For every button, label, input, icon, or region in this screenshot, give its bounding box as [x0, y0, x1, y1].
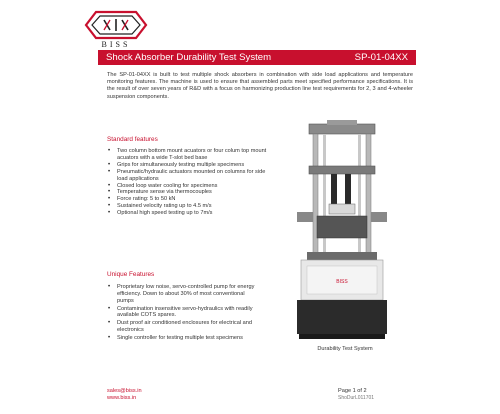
page-number: Page 1 of 2	[338, 388, 367, 394]
list-item: • Optional high speed testing up to 7m/s	[107, 210, 277, 217]
biss-logo-mark	[80, 8, 152, 42]
intro-paragraph: The SP-01-04XX is built to test multiple shock absorbers in combination with side load applications and temperature monitoring features. The machine is used to ensure that assembled parts meet specified performance specifications. It is the result of over seven years of R&D with a focus on harmonizing production line test requirements for 2, 3 and 4-wheeler suspension components.	[107, 72, 413, 100]
document-code: ShoDurL011701	[338, 395, 375, 401]
list-item: • Contamination insensitive servo-hydraulics with readily available COTS spares.	[107, 306, 257, 320]
list-item: • Single controller for testing multiple test specimens	[107, 335, 257, 342]
test-system-image	[287, 120, 397, 340]
unique-features-list	[107, 284, 257, 342]
standard-features-heading: Standard features	[107, 136, 158, 143]
list-item: • Dust proof air conditioned enclosures for electrical and electronics	[107, 320, 257, 334]
list-item: • Pneumatic/hydraulic actuators mounted on columns for side load applications	[107, 169, 277, 183]
list-item: • Grips for simultaneously testing multiple specimens	[107, 162, 277, 169]
website-link[interactable]: www.biss.in	[107, 395, 137, 401]
contact-block	[107, 388, 142, 402]
biss-logo	[80, 8, 152, 52]
title-bar	[98, 50, 416, 65]
list-item: • Proprietary low noise, servo-controlled pump for energy efficiency. Down to about 30% of most conventional pumps	[107, 284, 257, 305]
list-item: • Force rating: 5 to 50 kN	[107, 196, 277, 203]
list-item: • Two column bottom mount acuators or four colum top mount acuators with a wide T-slot bed base	[107, 148, 277, 162]
machine-brand-label: BISS	[336, 279, 348, 285]
logo-wordmark: BISS	[101, 40, 131, 49]
figure-caption: Durability Test System	[317, 346, 373, 352]
list-item: • Temperature sense via thermocouples	[107, 189, 277, 196]
model-number: SP-01-04XX	[354, 52, 408, 63]
document-title: Shock Absorber Durability Test System	[106, 52, 272, 63]
machine-illustration	[287, 120, 397, 340]
standard-features-list	[107, 148, 277, 217]
page-info	[338, 388, 374, 402]
list-item: • Sustained velocity rating up to 4.5 m/s	[107, 203, 277, 210]
email-link[interactable]: sales@biss.in	[107, 388, 142, 394]
list-item: • Closed loop water cooling for specimens	[107, 183, 277, 190]
unique-features-heading: Unique Features	[107, 271, 155, 278]
